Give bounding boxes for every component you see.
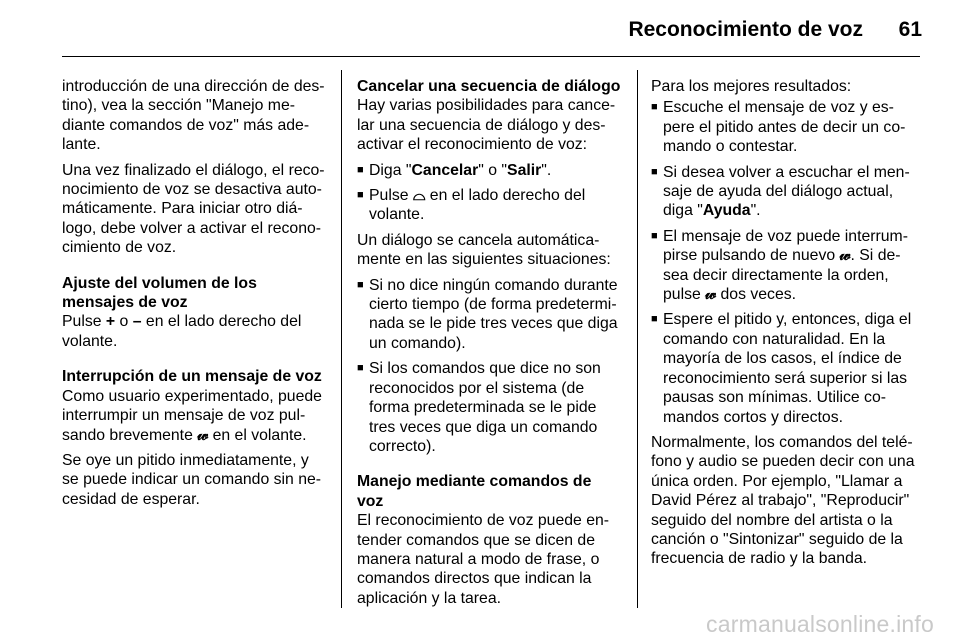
list-item: ■ Escuche el mensaje de voz y es-pere el pitido antes de decir un co-mando o contestar. bbox=[651, 98, 922, 156]
text-fragment: El mensaje de voz puede interrum-pirse pulsando de nuevo bbox=[663, 227, 908, 265]
interrupt-text-a: Como usuario experimentado, puede interrumpir un mensaje de voz pul-sando brevemente bbox=[62, 387, 322, 444]
command-ayuda: Ayuda bbox=[702, 202, 751, 220]
text-fragment: Si desea volver a escuchar el men-saje de ayuda del diálogo actual, diga " bbox=[663, 163, 910, 220]
column-divider-2 bbox=[637, 70, 638, 608]
paragraph-closing: Normalmente, los comandos del telé-fono y audio se pueden decir con una única orden. Por ejemplo, "Llamar a David Pérez al trabajo", "Reproducir" seguido del nombre del artista o la canción o "Sintonizar" seguido de la frecuencia de radio y la banda. bbox=[651, 433, 915, 568]
list-item bbox=[357, 161, 622, 180]
watermark: carmanualsonline.info bbox=[706, 611, 934, 637]
text-fragment: " o " bbox=[478, 161, 508, 179]
text-fragment: ". bbox=[750, 202, 761, 220]
list-item: ■ Espere el pitido y, entonces, diga el comando con naturalidad. En la mayoría de los casos, el índice de reconocimiento será superior si las pausas son mínimas. Utilice co-mandos cortos y directos. bbox=[651, 310, 922, 426]
plus-icon: + bbox=[105, 313, 116, 331]
page-number: 61 bbox=[898, 18, 922, 41]
header-rule bbox=[62, 56, 920, 57]
column-2 bbox=[357, 77, 622, 614]
command-salir: Salir bbox=[507, 161, 542, 179]
command-cancelar: Cancelar bbox=[411, 161, 479, 179]
heading-manejo: Manejo mediante comandos de voz bbox=[357, 473, 592, 510]
heading-volume: Ajuste del volumen de los mensajes de voz bbox=[62, 274, 257, 312]
voice-control-icon: 𝓌 bbox=[839, 247, 851, 265]
paragraph-intro-continued: introducción de una dirección de des-tino), vea la sección "Manejo me-diante comandos de voz" más ade-lante. bbox=[62, 78, 325, 154]
text-fragment: dos veces. bbox=[716, 286, 797, 304]
page-header-title: Reconocimiento de voz bbox=[628, 18, 863, 41]
list-auto-cancel bbox=[357, 276, 622, 457]
paragraph-best-results: Para los mejores resultados: bbox=[651, 78, 852, 95]
paragraph-volume bbox=[62, 312, 325, 351]
column-divider-1 bbox=[341, 70, 342, 608]
list-item: ■ Si los comandos que dice no son reconocidos por el sistema (de forma predeterminada se le pide tres veces que diga un comando correcto). bbox=[357, 359, 622, 456]
voice-control-icon: 𝓌 bbox=[197, 426, 209, 444]
heading-interrupt: Interrupción de un mensaje de voz bbox=[62, 368, 322, 386]
text-fragment: en el lado derecho del volante. bbox=[369, 187, 586, 224]
volume-text-b: o bbox=[115, 313, 133, 331]
minus-icon: – bbox=[132, 313, 142, 331]
text-fragment: Pulse bbox=[369, 187, 413, 205]
interrupt-text-b: en el volante. bbox=[208, 426, 307, 444]
list-item: ■ Si no dice ningún comando durante cierto tiempo (de forma predetermi-nada se le pide tres veces que diga un comando). bbox=[357, 276, 622, 354]
list-item bbox=[357, 186, 622, 225]
volume-text-a: Pulse bbox=[62, 313, 106, 331]
paragraph-cancel-intro: Hay varias posibilidades para cance-lar una secuencia de diálogo y des-activar el reconocimiento de voz: bbox=[357, 97, 616, 154]
paragraph-dialog-finished: Una vez finalizado el diálogo, el reco-nocimiento de voz se desactiva auto-máticamente. Para iniciar otro diá-logo, debe volver a activar el recono-cimiento de voz. bbox=[62, 161, 325, 257]
paragraph-beep: Se oye un pitido inmediatamente, y se puede indicar un comando sin ne-cesidad de esperar. bbox=[62, 451, 322, 508]
paragraph-interrupt bbox=[62, 387, 325, 445]
text-fragment: Diga " bbox=[369, 161, 412, 179]
heading-cancel: Cancelar una secuencia de diálogo bbox=[357, 78, 621, 95]
column-3 bbox=[651, 77, 922, 575]
list-best-results bbox=[651, 98, 922, 427]
column-1 bbox=[62, 77, 325, 515]
paragraph-auto-cancel: Un diálogo se cancela automática-mente en las siguientes situaciones: bbox=[357, 231, 611, 269]
text-fragment: ". bbox=[541, 161, 552, 179]
volume-text-c: en el lado derecho del volante. bbox=[62, 313, 302, 350]
text-fragment: . Si de-sea decir directamente la orden, pulse bbox=[663, 247, 901, 304]
voice-control-icon: 𝓌 bbox=[705, 286, 717, 304]
hang-up-icon: ⌓ bbox=[412, 187, 426, 205]
paragraph-manejo: El reconocimiento de voz puede en-tender comandos que se dicen de manera natural a modo de frase, o comandos directos que indican la aplicación y la tarea. bbox=[357, 512, 610, 607]
list-item bbox=[651, 163, 922, 221]
list-item bbox=[651, 227, 922, 305]
list-cancel-methods bbox=[357, 161, 622, 225]
